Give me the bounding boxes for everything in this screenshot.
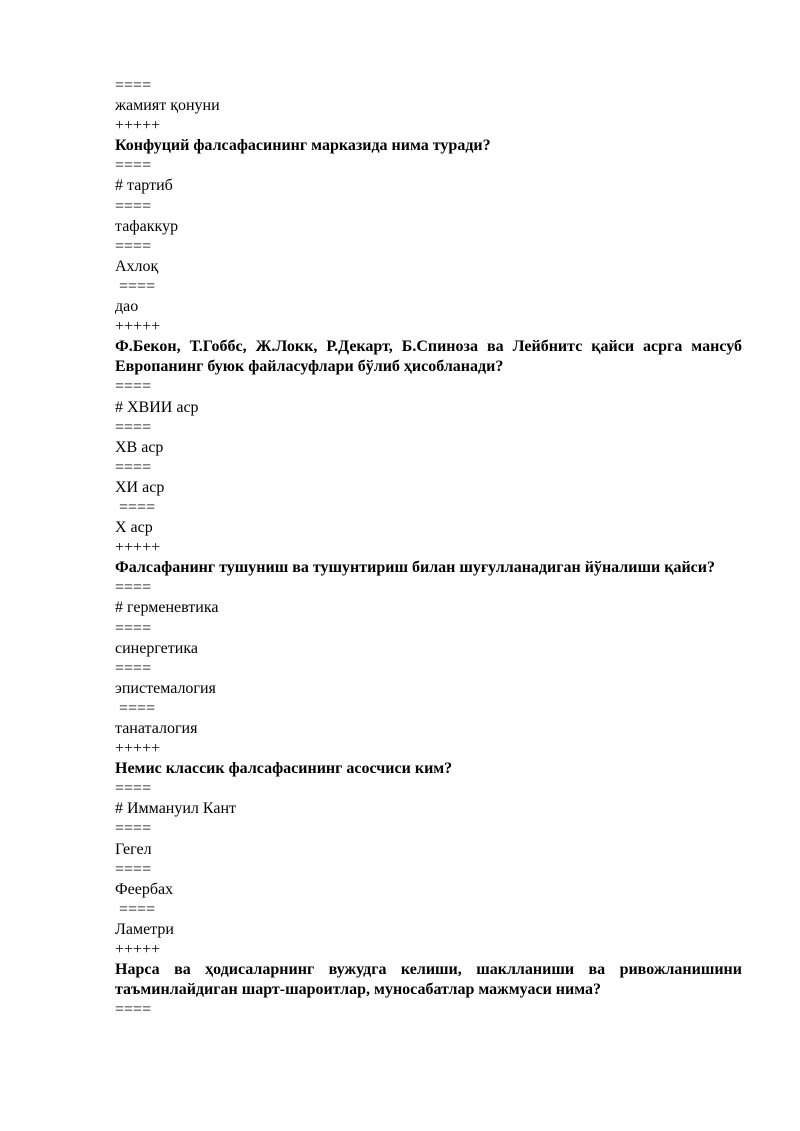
separator-line: +++++ [115, 941, 161, 959]
separator-line: +++++ [115, 318, 161, 336]
answer-option: синергетика [115, 639, 198, 657]
separator-line: ==== [115, 1001, 152, 1019]
separator-line: ==== [115, 659, 152, 677]
separator-line: ==== [115, 780, 152, 798]
answer-option: дао [115, 298, 139, 316]
answer-option: # ХВИИ аср [115, 398, 199, 416]
answer-option: танаталогия [115, 720, 198, 737]
answer-option: Ахлоқ [115, 257, 159, 275]
separator-line: ==== [115, 860, 152, 878]
question-text: Конфуций фалсафасининг марказида нима туради? [115, 137, 491, 155]
separator-line: ==== [115, 277, 156, 295]
answer-option: Х аср [115, 519, 153, 537]
separator-line: ==== [115, 699, 156, 717]
separator-line: ==== [115, 619, 152, 637]
question-text: Немис классик фалсафасининг асосчиси ким? [115, 760, 453, 778]
separator-line: ==== [115, 900, 156, 918]
separator-line: +++++ [115, 117, 161, 135]
answer-option: эпистемалогия [115, 679, 216, 697]
question-text: Ф.Бекон, Т.Гоббс, Ж.Локк, Р.Декарт, Б.Спиноза ва Лейбнитс қайси асрга мансуб Европанинг буюк файласуфлари бўлиб ҳисобланади? [115, 338, 742, 376]
separator-line: +++++ [115, 740, 161, 758]
document-page [115, 76, 742, 1020]
answer-option: тафаккур [115, 217, 179, 235]
separator-line: ==== [115, 77, 152, 94]
answer-option: # герменевтика [115, 599, 219, 617]
answer-option: Ламетри [115, 920, 174, 938]
separator-line: ==== [115, 498, 156, 516]
separator-line: ==== [115, 579, 152, 597]
answer-option: # Иммануил Кант [115, 800, 237, 818]
separator-line: ==== [115, 237, 152, 255]
answer-option: Гегел [115, 840, 152, 858]
separator-line: ==== [115, 378, 152, 396]
answer-option: # тартиб [115, 177, 173, 195]
question-text: Фалсафанинг тушуниш ва тушунтириш билан шуғулланадиган йўналиши қайси? [115, 559, 715, 577]
answer-option: жамият қонуни [115, 97, 220, 115]
separator-line: ==== [115, 458, 152, 476]
separator-line: ==== [115, 418, 152, 436]
separator-line: +++++ [115, 539, 161, 557]
separator-line: ==== [115, 820, 152, 838]
answer-option: ХВ аср [115, 438, 164, 456]
question-text: Нарса ва ҳодисаларнинг вужудга келиши, шаклланиши ва ривожланишини таъминлайдиган шарт-шароитлар, муносабатлар мажмуаси нима? [115, 961, 742, 999]
separator-line: ==== [115, 197, 152, 215]
answer-option: ХИ аср [115, 478, 165, 496]
answer-option: Феербах [115, 880, 174, 898]
separator-line: ==== [115, 157, 152, 175]
